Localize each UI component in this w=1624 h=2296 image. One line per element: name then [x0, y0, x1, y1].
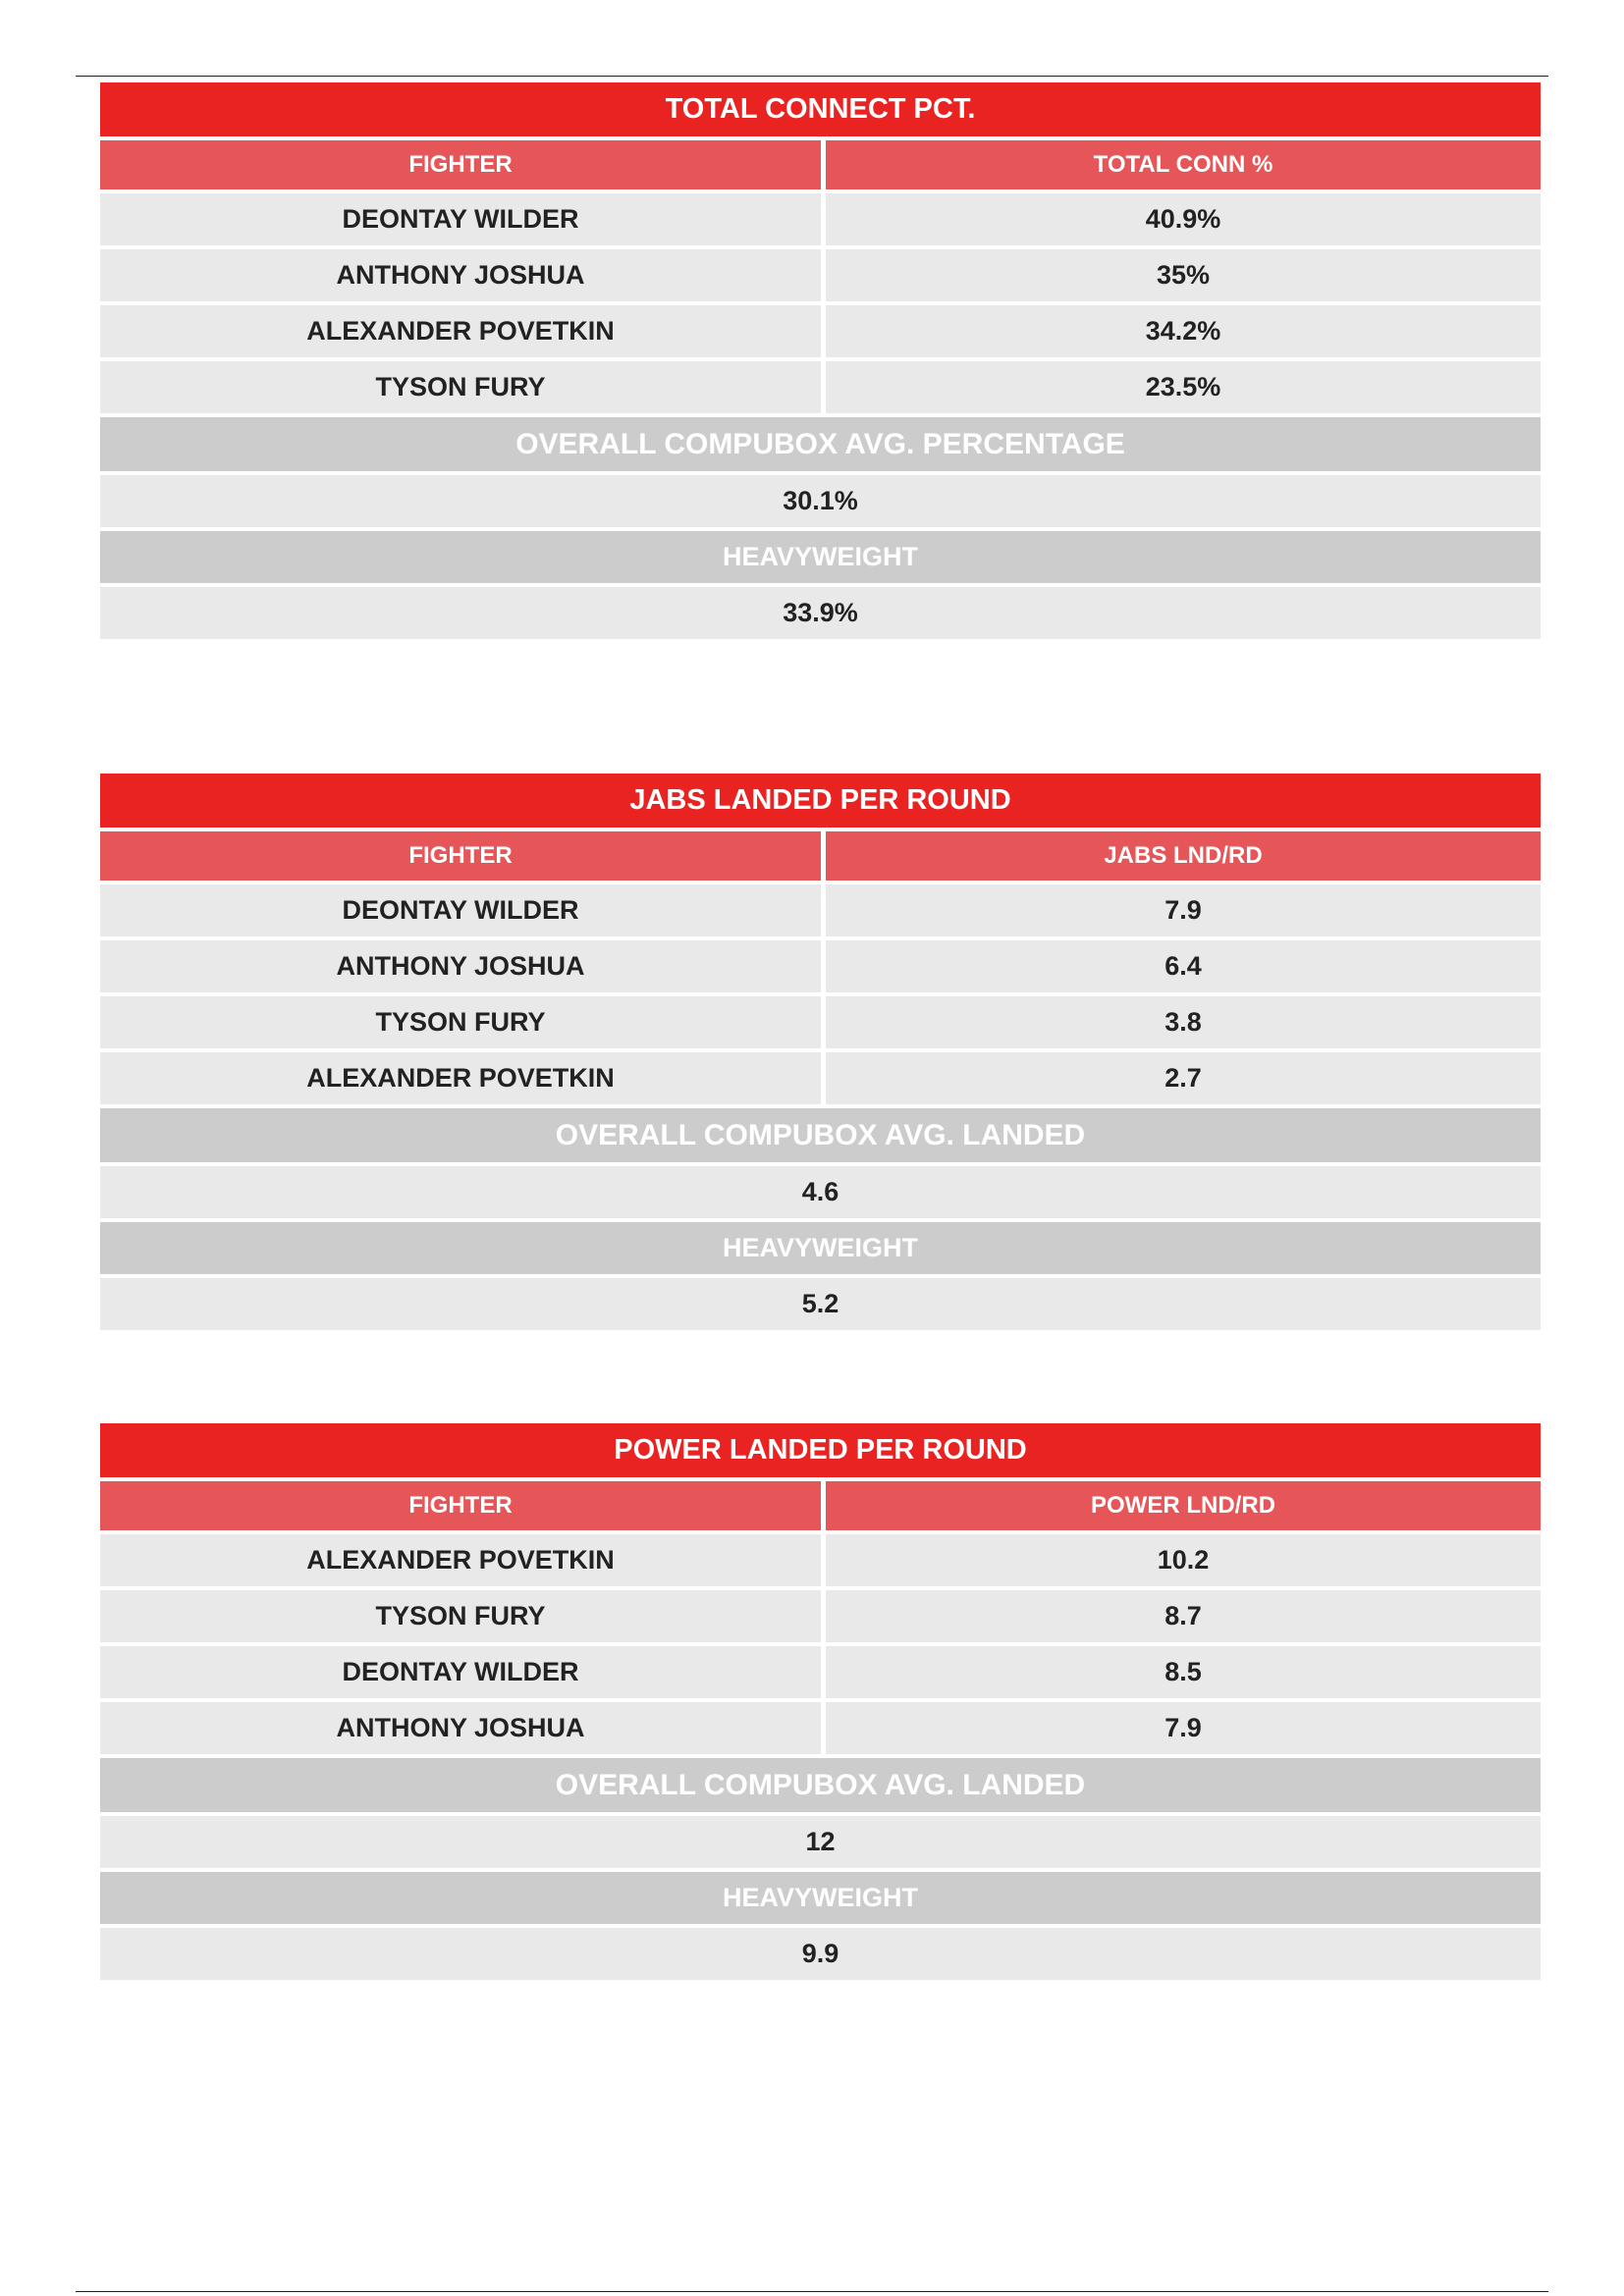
fighter-name-cell: ANTHONY JOSHUA: [100, 940, 821, 992]
division-average-value: 33.9%: [100, 587, 1541, 639]
stat-value-cell: 23.5%: [826, 361, 1541, 413]
division-average-value: 9.9: [100, 1928, 1541, 1980]
overall-average-label: OVERALL COMPUBOX AVG. LANDED: [100, 1108, 1541, 1162]
division-label: HEAVYWEIGHT: [100, 1872, 1541, 1924]
stat-value-cell: 3.8: [826, 996, 1541, 1048]
fighter-name-cell: ALEXANDER POVETKIN: [100, 305, 821, 357]
fighter-name-cell: TYSON FURY: [100, 1590, 821, 1642]
fighter-name-cell: DEONTAY WILDER: [100, 193, 821, 245]
stat-value-cell: 10.2: [826, 1534, 1541, 1586]
fighter-name-cell: TYSON FURY: [100, 996, 821, 1048]
column-header-fighter: FIGHTER: [100, 831, 821, 881]
fighter-name-cell: DEONTAY WILDER: [100, 1646, 821, 1698]
column-header-fighter: FIGHTER: [100, 140, 821, 189]
bottom-rule: [76, 2291, 1548, 2292]
fighter-name-cell: ANTHONY JOSHUA: [100, 1702, 821, 1754]
column-header-stat: POWER LND/RD: [826, 1481, 1541, 1530]
stat-value-cell: 40.9%: [826, 193, 1541, 245]
fighter-name-cell: TYSON FURY: [100, 361, 821, 413]
column-header-fighter: FIGHTER: [100, 1481, 821, 1530]
stat-value-cell: 7.9: [826, 884, 1541, 936]
fighter-name-cell: ALEXANDER POVETKIN: [100, 1052, 821, 1104]
overall-average-value: 12: [100, 1816, 1541, 1868]
fighter-name-cell: DEONTAY WILDER: [100, 884, 821, 936]
overall-average-value: 4.6: [100, 1166, 1541, 1218]
stat-value-cell: 8.7: [826, 1590, 1541, 1642]
stat-value-cell: 2.7: [826, 1052, 1541, 1104]
table-title: POWER LANDED PER ROUND: [100, 1423, 1541, 1477]
table-title: JABS LANDED PER ROUND: [100, 774, 1541, 828]
overall-average-label: OVERALL COMPUBOX AVG. LANDED: [100, 1758, 1541, 1812]
fighter-name-cell: ALEXANDER POVETKIN: [100, 1534, 821, 1586]
fighter-name-cell: ANTHONY JOSHUA: [100, 249, 821, 301]
stat-value-cell: 8.5: [826, 1646, 1541, 1698]
stat-value-cell: 7.9: [826, 1702, 1541, 1754]
top-rule: [76, 76, 1548, 77]
column-header-stat: JABS LND/RD: [826, 831, 1541, 881]
division-label: HEAVYWEIGHT: [100, 531, 1541, 583]
column-header-stat: TOTAL CONN %: [826, 140, 1541, 189]
stat-value-cell: 35%: [826, 249, 1541, 301]
stat-value-cell: 34.2%: [826, 305, 1541, 357]
division-average-value: 5.2: [100, 1278, 1541, 1330]
stat-value-cell: 6.4: [826, 940, 1541, 992]
table-title: TOTAL CONNECT PCT.: [100, 82, 1541, 136]
division-label: HEAVYWEIGHT: [100, 1222, 1541, 1274]
overall-average-label: OVERALL COMPUBOX AVG. PERCENTAGE: [100, 417, 1541, 471]
overall-average-value: 30.1%: [100, 475, 1541, 527]
